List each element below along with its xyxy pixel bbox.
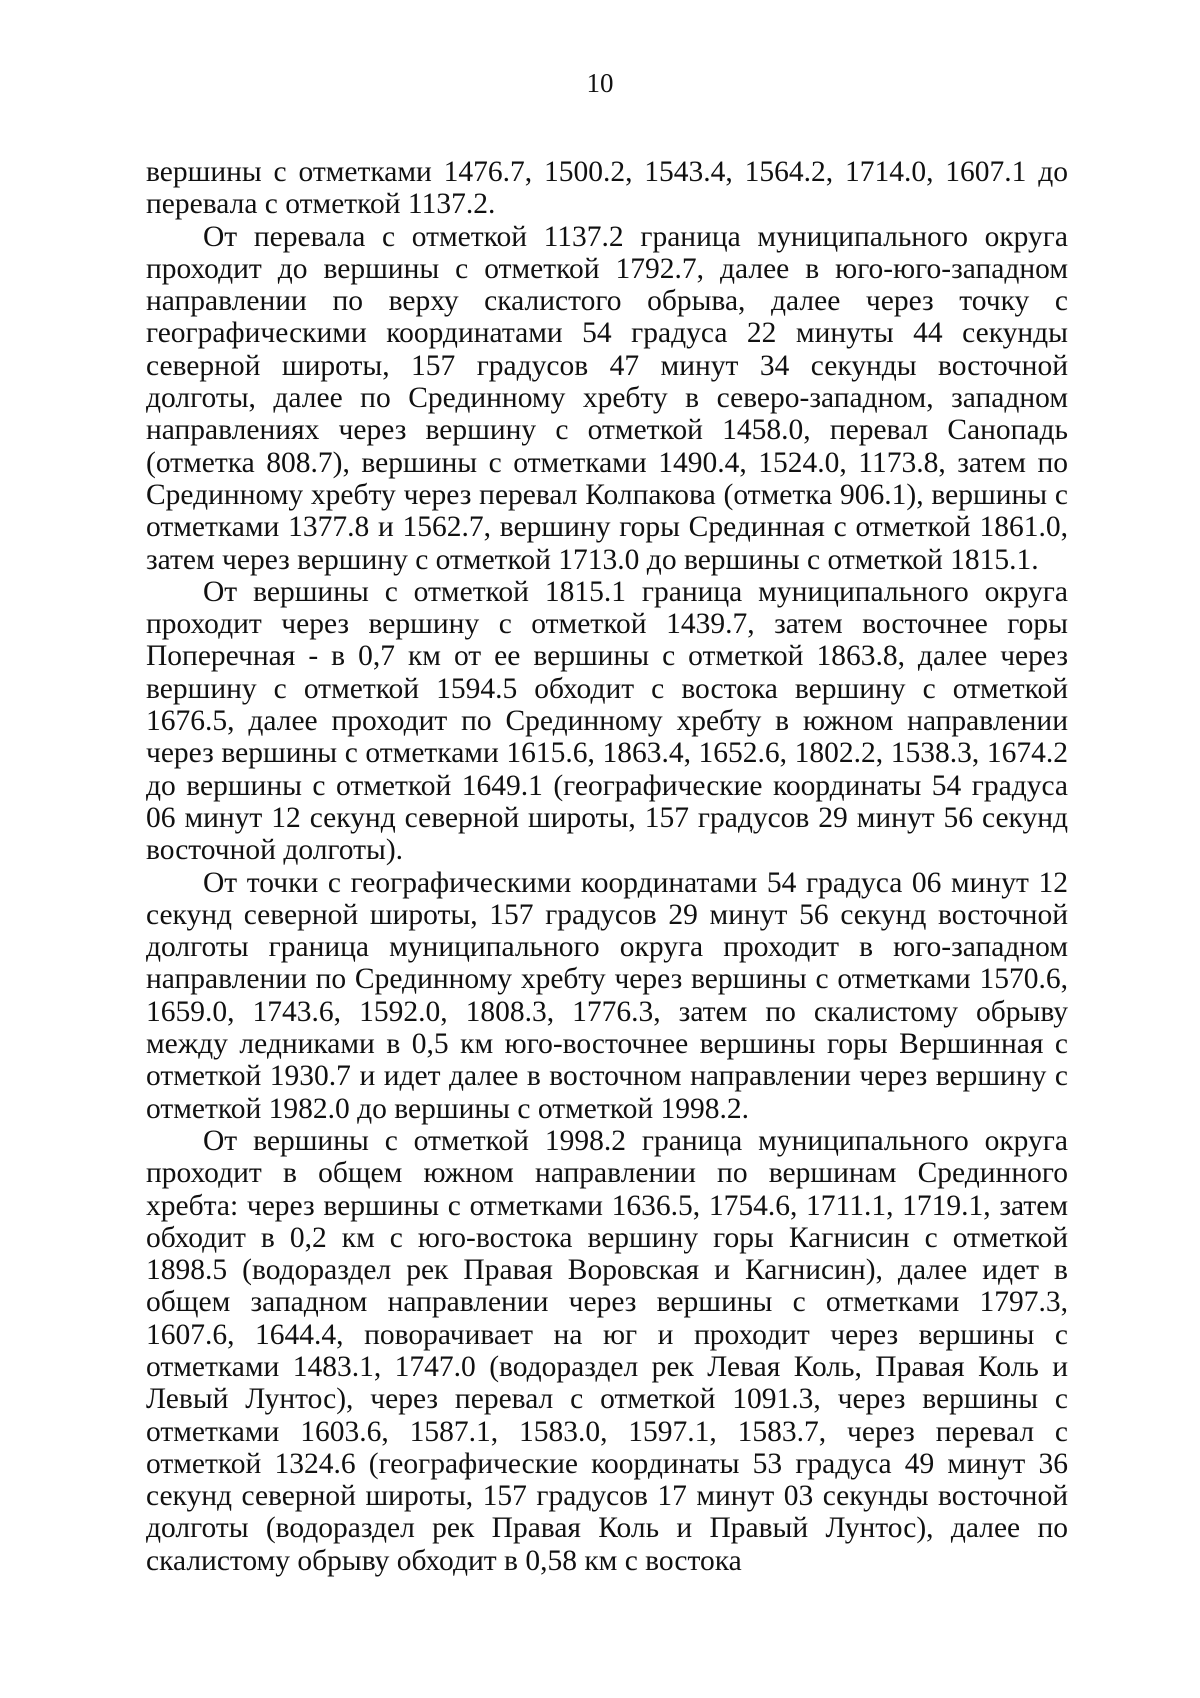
paragraph: От перевала с отметкой 1137.2 граница муниципального округа проходит до вершины с отметкой 1792.7, далее в юго-юго-западном направлении по верху скалистого обрыва, далее через точку с географическими координатами 54 градуса 22 минуты 44 секунды северной широты, 157 градусов 47 минут 34 секунды восточной долготы, далее по Срединному хребту в северо-западном, западном направлениях через вершину с отметкой 1458.0, перевал Санопадь (отметка 808.7), вершины с отметками 1490.4, 1524.0, 1173.8, затем по Срединному хребту через перевал Колпакова (отметка 906.1), вершины с отметками 1377.8 и 1562.7, вершину горы Срединная с отметкой 1861.0, затем через вершину с отметкой 1713.0 до вершины с отметкой 1815.1.: [146, 220, 1068, 576]
document-body: [146, 156, 1068, 1577]
paragraph: От вершины с отметкой 1998.2 граница муниципального округа проходит в общем южном направлении по вершинам Срединного хребта: через вершины с отметками 1636.5, 1754.6, 1711.1, 1719.1, затем обходит в 0,2 км с юго-востока вершину горы Кагнисин с отметкой 1898.5 (водораздел рек Правая Воровская и Кагнисин), далее идет в общем западном направлении через вершины с отметками 1797.3, 1607.6, 1644.4, поворачивает на юг и проходит через вершины с отметками 1483.1, 1747.0 (водораздел рек Левая Коль, Правая Коль и Левый Лунтос), через перевал с отметкой 1091.3, через вершины с отметками 1603.6, 1587.1, 1583.0, 1597.1, 1583.7, через перевал с отметкой 1324.6 (географические координаты 53 градуса 49 минут 36 секунд северной широты, 157 градусов 17 минут 03 секунды восточной долготы (водораздел рек Правая Коль и Правый Лунтос), далее по скалистому обрыву обходит в 0,58 км с востока: [146, 1124, 1068, 1577]
paragraph: От вершины с отметкой 1815.1 граница муниципального округа проходит через вершину с отметкой 1439.7, затем восточнее горы Поперечная - в 0,7 км от ее вершины с отметкой 1863.8, далее через вершину с отметкой 1594.5 обходит с востока вершину с отметкой 1676.5, далее проходит по Срединному хребту в южном направлении через вершины с отметками 1615.6, 1863.4, 1652.6, 1802.2, 1538.3, 1674.2 до вершины с отметкой 1649.1 (географические координаты 54 градуса 06 минут 12 секунд северной широты, 157 градусов 29 минут 56 секунд восточной долготы).: [146, 575, 1068, 867]
paragraph: От точки с географическими координатами 54 градуса 06 минут 12 секунд северной широты, 157 градусов 29 минут 56 секунд восточной долготы граница муниципального округа проходит в юго-западном направлении по Срединному хребту через вершины с отметками 1570.6, 1659.0, 1743.6, 1592.0, 1808.3, 1776.3, затем по скалистому обрыву между ледниками в 0,5 км юго-восточнее вершины горы Вершинная с отметкой 1930.7 и идет далее в восточном направлении через вершину с отметкой 1982.0 до вершины с отметкой 1998.2.: [146, 866, 1068, 1125]
page-number: 10: [586, 68, 614, 98]
paragraph-continuation: вершины с отметками 1476.7, 1500.2, 1543.4, 1564.2, 1714.0, 1607.1 до перевала с отметкой 1137.2.: [146, 156, 1068, 221]
